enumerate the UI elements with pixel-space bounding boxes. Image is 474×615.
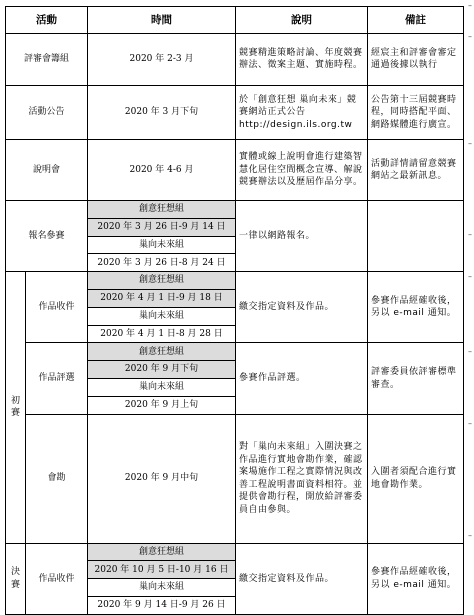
time-announce: 2020 年 3 月下旬 [88, 85, 236, 140]
table-row [6, 200, 464, 218]
phase-prelim [6, 272, 26, 543]
table-row [6, 272, 464, 290]
group-time-creative: 2020 年 3 月 26 日-9 月 14 日 [88, 218, 236, 236]
header-description: 說明 [236, 7, 368, 34]
note-committee: 經宸主和評審會審定通過後據以執行 [368, 34, 464, 85]
note-final-collect: 參賽作品經確收後，另以 e-mail 通知。 [368, 543, 464, 614]
table-row [6, 343, 464, 361]
phase-prelim-char-1: 初 [10, 395, 20, 406]
group-time-future: 2020 年 4 月 1 日-8 月 28 日 [88, 325, 236, 343]
group-label-future: 巢向未來組 [88, 307, 236, 325]
activity-announce: 活動公告 [6, 85, 88, 140]
group-time-future: 2020 年 9 月上旬 [88, 396, 236, 414]
desc-announce: 於「創意狂想 巢向未來」競賽網站正式公告 http://design.ils.org.tw [236, 85, 368, 140]
group-time-creative: 2020 年 4 月 1 日-9 月 18 日 [88, 289, 236, 307]
group-time-creative: 2020 年 10 月 5 日-10 月 16 日 [88, 561, 236, 579]
margin-marker: – [468, 139, 472, 148]
time-briefing: 2020 年 4-6 月 [88, 140, 236, 201]
header-row [6, 7, 464, 34]
table-row [6, 85, 464, 140]
phase-final-char-2: 賽 [10, 579, 20, 590]
margin-marker: – [468, 419, 472, 428]
table-row [6, 140, 464, 201]
desc-prelim-collect: 繳交指定資料及作品。 [236, 272, 368, 343]
desc-committee: 競賽精進策略討論、年度競賽辦法、徵案主題、實施時程。 [236, 34, 368, 85]
note-registration [368, 200, 464, 271]
desc-prelim-review: 參賽作品評選。 [236, 343, 368, 414]
table-row [6, 34, 464, 85]
time-site-visit: 2020 年 9 月中旬 [88, 414, 236, 543]
group-label-creative: 創意狂想組 [88, 272, 236, 290]
table-row [6, 543, 464, 561]
group-time-future: 2020 年 9 月 14 日-9 月 26 日 [88, 597, 236, 615]
header-time: 時間 [88, 7, 236, 34]
activity-final-collect: 作品收件 [26, 543, 88, 614]
activity-prelim-collect: 作品收件 [26, 272, 88, 343]
note-prelim-collect: 參賽作品經確收後，另以 e-mail 通知。 [368, 272, 464, 343]
group-label-future: 巢向未來組 [88, 379, 236, 397]
margin-marker: – [468, 272, 472, 281]
schedule-table [5, 6, 464, 615]
desc-briefing: 實體或線上說明會進行建築智慧化居住空間概念宣導、解說競賽辦法以及歷屆作品分享。 [236, 140, 368, 201]
note-announce: 公告第十三屆競賽時程，同時搭配平面、網路媒體進行廣宣。 [368, 85, 464, 140]
group-label-future: 巢向未來組 [88, 236, 236, 254]
table-row [6, 414, 464, 543]
margin-marker: – [468, 1, 472, 10]
margin-marker: – [468, 531, 472, 540]
desc-final-collect: 繳交指定資料及作品。 [236, 543, 368, 614]
note-site-visit: 入圍者須配合進行實地會勘作業。 [368, 414, 464, 543]
desc-site-visit: 對「巢向未來組」入圍決賽之作品進行實地會勘作業，確認案場施作工程之實際情況與改善工程說明書面資料相符。並提供會勘行程，開放給評審委員自由參與。 [236, 414, 368, 543]
activity-site-visit: 會勘 [26, 414, 88, 543]
group-time-future: 2020 年 3 月 26 日-8 月 24 日 [88, 254, 236, 272]
margin-marker: – [468, 230, 472, 239]
phase-final-char-1: 決 [10, 567, 20, 578]
phase-prelim-char-2: 賽 [10, 408, 20, 419]
note-prelim-review: 評審委員依評審標準審查。 [368, 343, 464, 414]
phase-final [6, 543, 26, 614]
header-activity: 活動 [6, 7, 88, 34]
activity-briefing: 說明會 [6, 140, 88, 201]
margin-marker: – [468, 32, 472, 41]
group-label-creative: 創意狂想組 [88, 200, 236, 218]
note-briefing: 活動詳情請留意競賽網站之最新訊息。 [368, 140, 464, 201]
desc-registration: 一律以網路報名。 [236, 200, 368, 271]
margin-marker: – [468, 347, 472, 356]
activity-registration: 報名參賽 [6, 200, 88, 271]
group-time-creative: 2020 年 9 月下旬 [88, 361, 236, 379]
group-label-creative: 創意狂想組 [88, 343, 236, 361]
activity-committee: 評審會籌組 [6, 34, 88, 85]
header-note: 備註 [368, 7, 464, 34]
group-label-creative: 創意狂想組 [88, 543, 236, 561]
group-label-future: 巢向未來組 [88, 579, 236, 597]
time-committee: 2020 年 2-3 月 [88, 34, 236, 85]
activity-prelim-review: 作品評選 [26, 343, 88, 414]
